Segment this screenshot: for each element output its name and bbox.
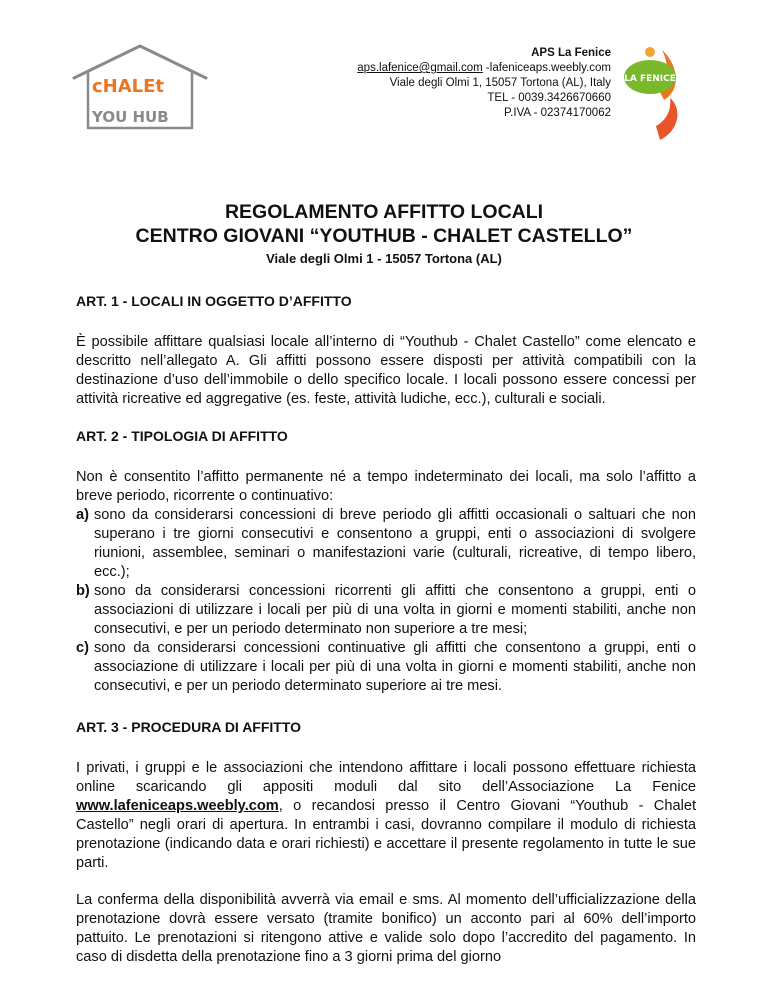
org-contacts xyxy=(357,61,611,76)
title-line2: CENTRO GIOVANI “YOUTHUB - CHALET CASTELLO” xyxy=(135,225,633,247)
org-address: Viale degli Olmi 1, 15057 Tortona (AL), Italy xyxy=(389,77,611,89)
list-letter: a) xyxy=(76,507,89,523)
list-text: sono da considerarsi concessioni continuative gli affitti che consentono a gruppi, enti o associazione di utilizzare i locali per più di una volta in giorni e momenti stabiliti, anche non consecutivi, e per un periodo determinato superiore ai tre mesi. xyxy=(94,640,696,694)
org-name: APS La Fenice xyxy=(531,47,611,59)
logo-left-line2: YOU HUB xyxy=(92,108,169,126)
la-fenice-logo xyxy=(620,42,690,142)
list-item xyxy=(76,582,696,639)
art2-intro: Non è consentito l’affitto permanente né a tempo indeterminato dei locali, ma solo l’affitto a breve periodo, ricorrente o continuativo: xyxy=(76,469,696,504)
list-letter: c) xyxy=(76,640,89,656)
logo-left-line1: cHALEt xyxy=(92,76,165,97)
art3-p1-after: , o recandosi presso il Centro Giovani “Youthub - Chalet Castello” negli orari di apertura. In entrambi i casi, dovranno compilare il modulo di richiesta prenotazione (indicando data e orari richiesti) e accettare il presente regolamento in tutte le sue parti. xyxy=(76,798,696,871)
art2-heading: ART. 2 - TIPOLOGIA DI AFFITTO xyxy=(76,428,288,444)
art3-p1-before: I privati, i gruppi e le associazioni che intendono affittare i locali possono effettuare richiesta online scaricando gli appositi moduli dal sito dell’Associazione La Fenice xyxy=(76,760,696,795)
list-text: sono da considerarsi concessioni di breve periodo gli affitti occasionali o saltuari che non superano i tre giorni consecutivi e consentono a gruppi, enti o associazioni di svolgere riunioni, assemblee, seminari o manifestazioni varie (culturali, ricreative, di tempo libero, ecc.); xyxy=(94,507,696,580)
art3-heading: ART. 3 - PROCEDURA DI AFFITTO xyxy=(76,719,302,735)
title-line1: REGOLAMENTO AFFITTO LOCALI xyxy=(224,201,544,223)
art3-paragraph1 xyxy=(76,759,696,873)
title-address: Viale degli Olmi 1 - 15057 Tortona (AL) xyxy=(266,251,502,266)
email-link[interactable]: aps.lafenice@gmail.com xyxy=(357,62,483,74)
org-vat: P.IVA - 02374170062 xyxy=(503,107,611,119)
art2-list xyxy=(76,506,696,696)
art1-heading: ART. 1 - LOCALI IN OGGETTO D’AFFITTO xyxy=(76,293,352,309)
organization-info xyxy=(357,46,611,121)
logo-right-text: LA FENICE xyxy=(624,74,676,84)
document-body xyxy=(76,292,696,985)
website-link[interactable]: www.lafeniceaps.weebly.com xyxy=(76,798,279,814)
org-phone: TEL - 0039.3426670660 xyxy=(487,92,611,104)
list-item xyxy=(76,506,696,582)
list-item xyxy=(76,639,696,696)
art3-paragraph2: La conferma della disponibilità avverrà via email e sms. Al momento dell’ufficializzazione della prenotazione dovrà essere versato (tramite bonifico) un acconto pari al 60% dell’importo pattuito. Le prenotazioni si ritengono attive e valide solo dopo l’accredito del pagamento. In caso di disdetta della prenotazione fino a 3 giorni prima del giorno xyxy=(76,892,696,965)
document-title xyxy=(0,200,768,268)
art1-text: È possibile affittare qualsiasi locale all’interno di “Youthub - Chalet Castello” come elencato e descritto nell’allegato A. Gli affitti possono essere disposti per attività compatibili con la destinazione d’uso dell’immobile o dello specifico locale. I locali possono essere concessi per attività ricreative ed aggregative (es. feste, attività ludiche, ecc.), culturali e sociali. xyxy=(76,334,696,407)
list-letter: b) xyxy=(76,583,90,599)
list-text: sono da considerarsi concessioni ricorrenti gli affitti che consentono a gruppi, enti o associazioni di utilizzare i locali per più di una volta in giorni e momenti stabiliti, anche non consecutivi, e per un periodo determinato non superiore a tre mesi; xyxy=(94,583,696,637)
website-text: -lafeniceaps.weebly.com xyxy=(482,62,611,74)
chalet-youthub-logo xyxy=(70,42,210,132)
